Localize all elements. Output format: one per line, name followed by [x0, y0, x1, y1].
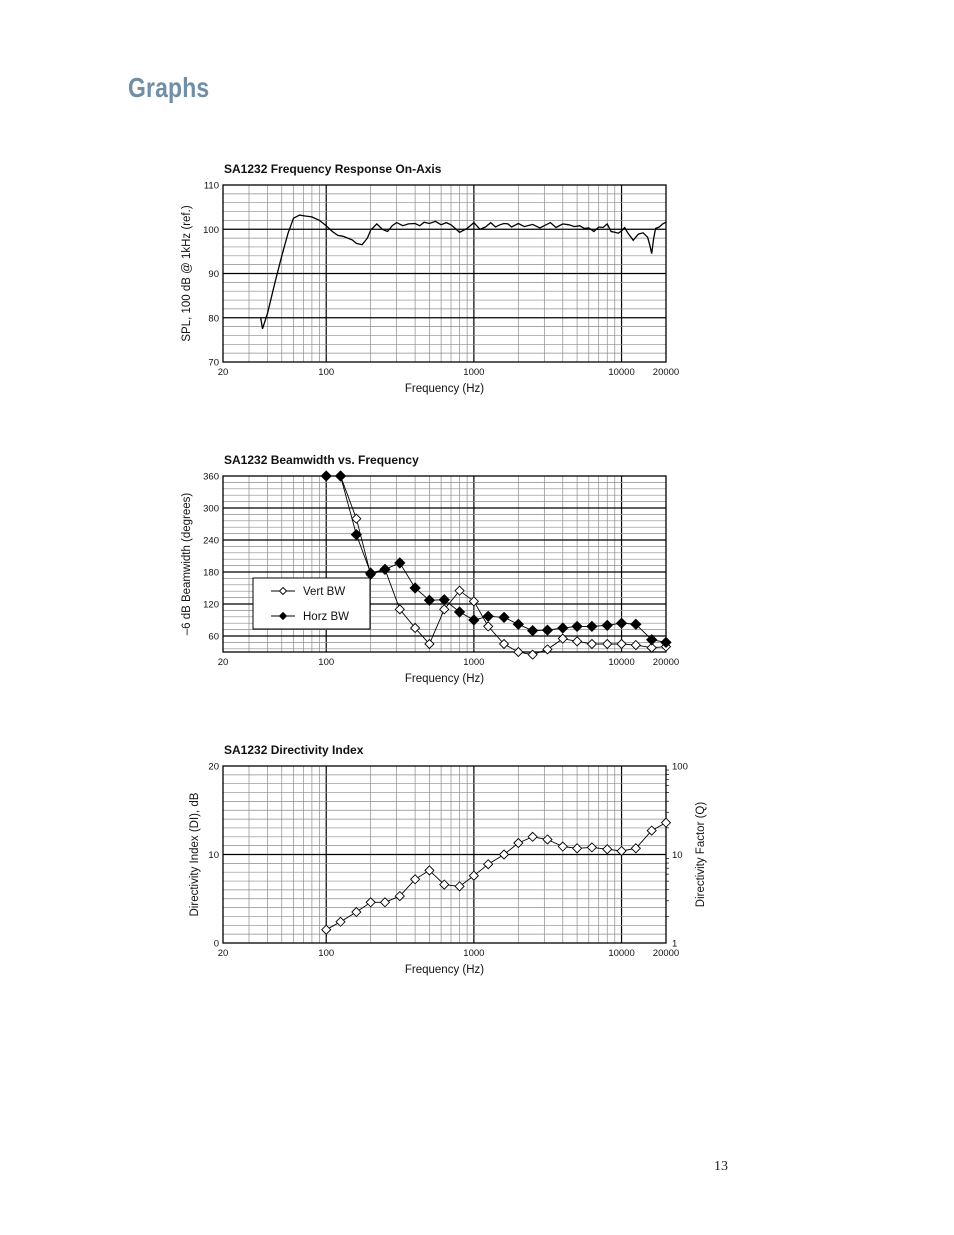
x-axis-label: Frequency (Hz) — [404, 964, 485, 976]
x-tick-label: 20000 — [652, 948, 680, 959]
x-tick-label: 10000 — [608, 948, 635, 959]
data-point — [322, 925, 331, 934]
y-axis-label: Directivity Index (DI), dB — [189, 792, 201, 917]
x-tick-label: 1000 — [463, 948, 485, 959]
data-point — [573, 844, 582, 853]
data-point — [336, 917, 345, 926]
x-axis-label: Frequency (Hz) — [404, 673, 485, 685]
data-point — [484, 860, 493, 869]
y-tick-label: 80 — [208, 313, 219, 325]
data-point — [469, 871, 478, 880]
data-point — [455, 882, 464, 891]
y-axis-label: –6 dB Beamwidth (degrees) — [181, 492, 193, 636]
x-tick-label: 100 — [318, 948, 335, 959]
x-tick-label: 20 — [217, 657, 229, 668]
right-axis-label: Directivity Factor (Q) — [695, 801, 707, 908]
y-tick-label: 90 — [208, 269, 219, 280]
data-point — [500, 850, 509, 859]
chart-title: SA1232 Frequency Response On-Axis — [224, 162, 442, 176]
x-tick-label: 20 — [217, 367, 229, 378]
x-tick-label: 10000 — [608, 657, 635, 668]
data-point — [558, 842, 567, 851]
y-tick-label: 360 — [203, 471, 219, 483]
data-point — [603, 845, 612, 854]
data-point — [366, 898, 375, 907]
page-title: Graphs — [128, 72, 210, 103]
y-tick-label: 20 — [208, 761, 219, 773]
y-tick-label: 180 — [203, 567, 219, 579]
y-tick-label: 0 — [213, 938, 219, 950]
y-tick-label: 120 — [203, 599, 219, 611]
x-tick-label: 10000 — [608, 367, 635, 378]
y-tick-label: 10 — [208, 850, 219, 861]
y-tick-label: 240 — [203, 535, 219, 547]
x-axis-label: Frequency (Hz) — [404, 383, 485, 395]
data-point — [352, 908, 361, 917]
x-tick-label: 100 — [318, 367, 335, 378]
page-number: 13 — [714, 1159, 728, 1174]
y-tick-label: 300 — [203, 503, 219, 515]
data-point — [662, 818, 671, 827]
data-point — [528, 832, 537, 841]
data-point — [380, 898, 389, 907]
legend-label: Horz BW — [303, 611, 349, 623]
data-point — [514, 838, 523, 847]
chart-title: SA1232 Beamwidth vs. Frequency — [224, 453, 419, 467]
y-axis-label: SPL, 100 dB @ 1kHz (ref.) — [181, 205, 193, 342]
y-tick-label: 70 — [208, 357, 219, 369]
x-tick-label: 20000 — [652, 367, 680, 378]
right-tick-label: 1 — [672, 938, 678, 950]
y-tick-label: 60 — [208, 631, 219, 643]
right-tick-label: 100 — [672, 761, 688, 773]
legend-label: Vert BW — [303, 586, 346, 598]
x-tick-label: 1000 — [463, 657, 485, 668]
right-tick-label: 10 — [672, 850, 683, 861]
x-tick-label: 100 — [318, 657, 335, 668]
chart-title: SA1232 Directivity Index — [224, 743, 364, 757]
x-tick-label: 20000 — [652, 657, 680, 668]
y-tick-label: 110 — [203, 180, 219, 192]
x-tick-label: 20 — [217, 948, 229, 959]
x-tick-label: 1000 — [463, 367, 485, 378]
y-tick-label: 100 — [203, 224, 219, 236]
